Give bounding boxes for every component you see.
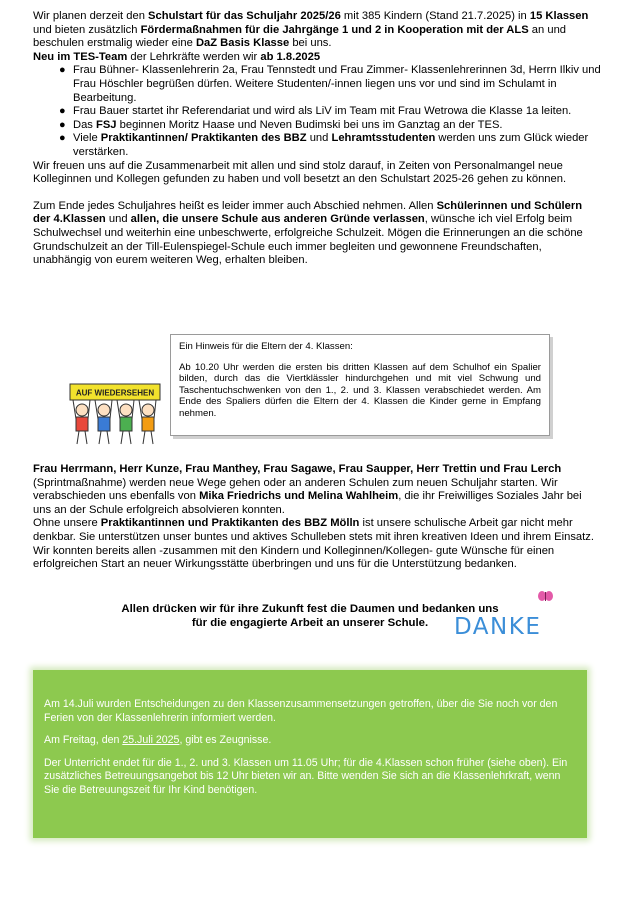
bbz-paragraph bbox=[33, 517, 601, 571]
list-item bbox=[33, 119, 601, 133]
staff-paragraph bbox=[33, 463, 601, 517]
closing-line: für die engagierte Arbeit an unserer Schule. bbox=[191, 617, 429, 629]
text-bold: ab 1.8.2025 bbox=[260, 50, 321, 63]
text: und bieten zusätzlich bbox=[33, 23, 141, 36]
notice-box bbox=[170, 334, 550, 436]
report-day-text bbox=[44, 734, 576, 748]
list-item bbox=[33, 105, 601, 119]
bullet-icon: ● bbox=[59, 64, 66, 77]
text-bold: allen, die unsere Schule aus anderen Gründe verlassen bbox=[130, 213, 425, 226]
text: an und beschulen erstmalig wieder eine bbox=[33, 23, 567, 50]
text: (Sprintmaßnahme) werden neue Wege gehen oder an anderen Schulen zum neuen Schuljahr starten. Wir verabschieden uns ebenfalls von bbox=[33, 476, 558, 503]
bullet-icon: ● bbox=[59, 132, 66, 145]
text-bold: Fördermaßnahmen für die Jahrgänge 1 und 2 in Kooperation mit der ALS bbox=[140, 23, 529, 36]
text-bold: Schulstart für das Schuljahr 2025/26 bbox=[148, 10, 341, 22]
butterfly-icon bbox=[538, 591, 553, 601]
danke-text: DANKE bbox=[454, 614, 542, 640]
text-bold: Mika Friedrichs und Melina Wahlheim bbox=[199, 490, 399, 503]
text: bei uns. bbox=[289, 37, 332, 50]
report-date: 25.Juli 2025 bbox=[122, 734, 180, 747]
class-info-text: Am 14.Juli wurden Entscheidungen zu den Klassenzusammensetzungen getroffen, über die Sie noch vor den Ferien von der Klassenlehrerin informiert werden. bbox=[44, 698, 558, 724]
text-bold: DaZ Basis Klasse bbox=[195, 37, 290, 50]
text: und bbox=[306, 132, 332, 145]
text-bold: 15 Klassen bbox=[529, 10, 589, 22]
info-box bbox=[33, 670, 587, 838]
notice-body: Ab 10.20 Uhr werden die ersten bis dritten Klassen auf dem Schulhof ein Spalier bilden, durch das die Viertklässler hindurchgehen und mit viel Schwung und Taschentuchschwenken von den 1., 2. und 3. Klassen verabschiedet werden. Am Ende des Spaliers dürfen die Eltern der 4. Klassen die Kinder gerne in Empfang nehmen. bbox=[179, 361, 541, 419]
danke-graphic bbox=[450, 588, 560, 648]
text: mit 385 Kindern (Stand 21.7.2025) in bbox=[340, 10, 530, 22]
text-bold: Frau Herrmann, Herr Kunze, Frau Manthey, Frau Sagawe, Frau Saupper, Herr Trettin und Frau Lerch bbox=[33, 463, 562, 475]
closing-line: Allen drücken wir für ihre Zukunft fest die Daumen und bedanken uns bbox=[121, 603, 499, 615]
bullet-icon: ● bbox=[59, 118, 66, 131]
text-bold: Lehramtsstudenten bbox=[331, 132, 436, 145]
text: , gibt es Zeugnisse. bbox=[179, 734, 272, 747]
farewell-paragraph bbox=[33, 200, 601, 268]
text-bold: FSJ bbox=[96, 118, 117, 131]
sign-text: AUF WIEDERSEHEN bbox=[75, 388, 155, 398]
text: beginnen Moritz Haase und Neven Budimski bei uns im Ganztag an der TES. bbox=[116, 118, 503, 131]
parents-notice bbox=[56, 334, 562, 448]
text: Frau Bauer startet ihr Referendariat und wird als LiV im Team mit Frau Wetrowa die Klasse 1a leiten. bbox=[73, 105, 572, 118]
text: Wir planen derzeit den bbox=[33, 10, 149, 22]
notice-title: Ein Hinweis für die Eltern der 4. Klassen: bbox=[179, 341, 353, 352]
text: Viele bbox=[73, 132, 101, 145]
info-box-content bbox=[44, 698, 576, 807]
list-item bbox=[33, 132, 601, 159]
text: Frau Bühner- Klassenlehrerin 2a, Frau Tennstedt und Frau Zimmer- Klassenlehrerinnen 3d, Herrn Ilkiv und Frau Höschler begrüßen dürfen. Weitere Studenten/-innen liegen uns vor und sind im Schulamt in Bearbeitung. bbox=[73, 64, 601, 104]
thanks-paragraph: Wir freuen uns auf die Zusammenarbeit mit allen und sind stolz darauf, in Zeiten von Personalmangel neue Kolleginnen und Kollegen gefunden zu haben und voll besetzt an den Schulstart 2025-26 gehen zu können. bbox=[33, 159, 567, 186]
team-list bbox=[33, 64, 601, 159]
text: ist unsere schulische Arbeit gar nicht mehr denkbar. Sie unterstützen unser buntes und aktives Schulleben stets mit ihren kreativen Ideen und ihrem Einsatz. Wir konnten bereits allen -zusammen mit den Kindern und Kolleginnen/Kollegen- gute Wünsche für einen erfolgreichen Start an neuer Wirkungsstätte überbringen und uns für die Unterstützung bedanken. bbox=[33, 517, 594, 571]
text: Zum Ende jedes Schuljahres heißt es leider immer auch Abschied nehmen. Allen bbox=[33, 199, 437, 212]
text: Am Freitag, den bbox=[44, 734, 123, 747]
main-text bbox=[33, 10, 601, 268]
text-bold: Schülerinnen und Schülern der 4.Klassen bbox=[33, 199, 583, 226]
text: Das bbox=[73, 118, 97, 131]
intro-paragraph bbox=[33, 10, 601, 51]
list-item bbox=[33, 64, 601, 105]
lessons-end-text: Der Unterricht endet für die 1., 2. und 3. Klassen um 11.05 Uhr; für die 4.Klassen schon früher (siehe oben). Ein zusätzliches Betreuungsangebot bis 12 Uhr bieten wir an. Bitte wenden Sie sich an die Klassenlehrkraft, wenn Sie die Betreuungszeit für Ihr Kind benötigen. bbox=[44, 756, 568, 796]
staff-text bbox=[33, 463, 601, 572]
text: der Lehrkräfte werden wir bbox=[127, 50, 261, 63]
text: Ohne unsere bbox=[33, 517, 101, 530]
text: und bbox=[105, 213, 131, 226]
text-bold: Praktikantinnen/ Praktikanten des BBZ bbox=[100, 132, 307, 145]
text-bold: Praktikantinnen und Praktikanten des BBZ Mölln bbox=[100, 517, 360, 530]
text: werden uns zum Glück wieder verstärken. bbox=[73, 132, 589, 158]
bullet-icon: ● bbox=[59, 105, 66, 118]
text: , die ihr Freiwilliges Soziales Jahr bei uns an der Schule erfolgreich absolvieren konnten. bbox=[33, 490, 582, 516]
team-heading bbox=[33, 51, 601, 65]
text-bold: Neu im TES-Team bbox=[33, 50, 128, 63]
text: , wünsche ich viel Erfolg beim Schulwechsel und weiterhin eine unbeschwerte, erfolgreiche Schulzeit. Mögen die Erinnerungen an die schöne Grundschulzeit an der Till-Eulenspiegel-Schule euch immer begleiten und gewonnene Freundschaften, unabhängig von eurem weiteren Weg, erhalten bleiben. bbox=[33, 213, 583, 267]
